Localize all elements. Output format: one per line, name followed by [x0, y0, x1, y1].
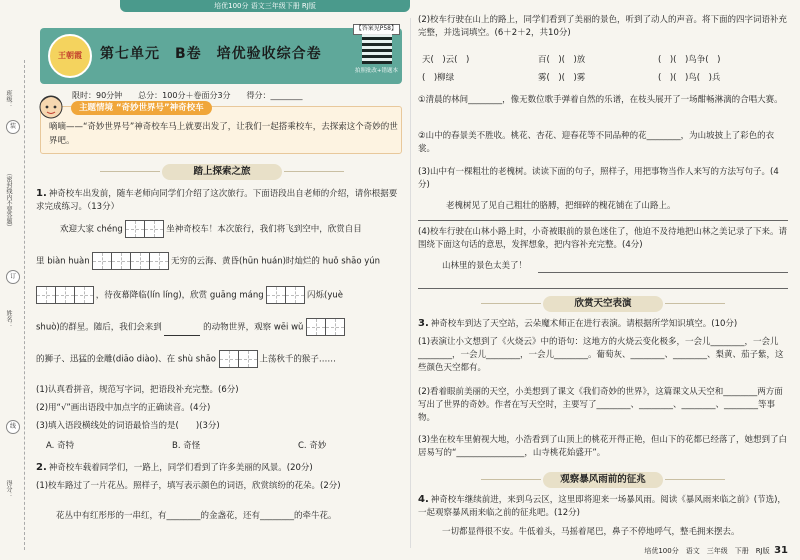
question-stem: 神奇校车继续前进，来到乌云区，这里即将迎来一场暴风雨。阅读《暴风雨来临之前》(节选)，一起观察暴风雨来临之前的征兆吧。(12分) [418, 495, 786, 518]
class-label: 班级： [5, 90, 12, 108]
idiom-3[interactable]: ( )( )鸟争( ) [658, 55, 721, 65]
question-stem: 神奇校车载着同学们，一路上，同学们看到了许多美丽的风景。(20分) [48, 463, 313, 473]
theme-box [40, 103, 402, 154]
right-column [418, 14, 790, 554]
q2-sub-1-line[interactable]: 花丛中有红彤彤的一串红，有________的金盏花，还有________的牵牛花。 [56, 511, 337, 521]
pinyin-grid-cell[interactable] [92, 252, 112, 270]
pinyin-grid-cell[interactable] [266, 286, 286, 304]
student-mascot-icon [37, 93, 65, 123]
theme-tag: 主题情境 “奇妙世界号”神奇校车 [71, 101, 212, 115]
option-a[interactable]: A. 奇特 [46, 441, 75, 451]
pinyin-grid-cell[interactable] [149, 252, 169, 270]
pinyin-grid-cell[interactable] [285, 286, 305, 304]
q3-sub-3[interactable]: (3)坐在校车里俯视大地，小浩看到了山顶上的桃花开得正艳，但山下的花都已经落了，她想到了白居易写的“________________，山寺桃花始盛开”。 [418, 435, 788, 458]
pinyin-grid-cell[interactable] [238, 350, 258, 368]
option-c[interactable]: C. 奇妙 [298, 441, 327, 451]
binding-margin [0, 60, 26, 540]
pinyin-grid-cell[interactable] [130, 252, 150, 270]
pinyin-grid-cell[interactable] [306, 318, 326, 336]
passage-line-5 [36, 350, 400, 368]
seal-note: （密封线内不要答题） [5, 170, 12, 230]
question-stem: 神奇校车到达了天空站，云朵魔术师正在进行表演。请根据所学知识填空。(10分) [430, 319, 738, 329]
score-label: 得分： [5, 480, 12, 498]
binding-hole-3: 线 [6, 420, 20, 434]
question-3 [418, 316, 788, 331]
pinyin-grid-cell[interactable] [125, 220, 145, 238]
binding-hole-1: 装 [6, 120, 20, 134]
pinyin-grid-cell[interactable] [55, 286, 75, 304]
fill-blank[interactable] [164, 326, 200, 336]
passage-line-4 [36, 318, 400, 336]
answer-reference: 【答案见P58】 [353, 24, 400, 35]
q2-sub-4-prompt: 山林里的景色太美了！ [442, 261, 528, 271]
question-4 [418, 492, 788, 520]
reading-passage: 一切都显得很不安。牛低着头，马摇着尾巴，鼻子不停地呼气，整毛拥来摆去。 [442, 527, 740, 537]
binding-hole-2: 订 [6, 270, 20, 284]
brand-logo: 王朝霞 [48, 34, 92, 78]
question-number: 3. [418, 318, 429, 329]
idiom-6[interactable]: ( )( )鸟( )兵 [658, 73, 721, 83]
pinyin-grid-cell[interactable] [111, 252, 131, 270]
pinyin-grid-cell[interactable] [325, 318, 345, 336]
qr-code-icon[interactable] [362, 34, 392, 64]
passage-line-3 [36, 286, 400, 304]
idiom-1[interactable]: 天( )云( ) [422, 55, 470, 65]
passage-text: ，待夜幕降临(lín líng)，欣赏 guāng máng [95, 290, 264, 301]
q1-sub-3: (3)填入语段横线处的词语最恰当的是( )(3分) [36, 421, 220, 431]
name-label: 姓名： [5, 310, 12, 328]
page-number: 31 [774, 545, 788, 556]
section-title-storm: 观察暴风雨前的征兆 [543, 472, 663, 488]
question-number: 1. [36, 188, 47, 199]
theme-text: 嘀嘀——“奇妙世界号”神奇校车马上就要出发了，让我们一起搭乘校车，去探索这个奇妙的世界吧。 [49, 122, 398, 146]
question-number: 4. [418, 494, 429, 505]
pinyin-grid-cell[interactable] [219, 350, 239, 368]
exam-meta: 限时：90分钟 总分：100分＋卷面分3分 得分：________ [72, 91, 303, 100]
seal-dashed-line [24, 60, 25, 550]
question-number: 2. [36, 462, 47, 473]
section-title-sky: 欣赏天空表演 [543, 296, 663, 312]
qr-caption: 拍照批改+错题本 [354, 68, 398, 74]
answer-line[interactable] [418, 220, 788, 221]
question-1 [36, 186, 400, 214]
pinyin-grid-cell[interactable] [74, 286, 94, 304]
idiom-4[interactable]: ( )柳绿 [422, 73, 455, 83]
q2-sub-3: (3)山中有一棵粗壮的老槐树。读读下面的句子，照样子，用把事物当作人来写的方法写句子。(4分) [418, 167, 779, 190]
top-banner: 培优100分 语文三年级下册 RJ版 [120, 0, 410, 12]
passage-text: 坐神奇校车！本次旅行，我们将飞到空中，欣赏自目 [166, 224, 362, 235]
idiom-2[interactable]: 百( )( )放 [538, 55, 586, 65]
passage-text: 无穷的云海、黄昏(hūn huán)时灿烂的 huǒ shāo yún [171, 256, 381, 267]
option-b[interactable]: B. 奇怪 [172, 441, 201, 451]
pinyin-grid-cell[interactable] [36, 286, 56, 304]
passage-text: 上荡秋千的猴子…… [259, 354, 336, 365]
passage-text: shuò)的群星。随后，我们会来到 [36, 322, 162, 333]
page-title: 第七单元 B卷 培优验收综合卷 [100, 46, 322, 62]
q2-sub-4: (4)校车行驶在山林小路上时，小奇被眼前的景色迷住了，他迫不及待地把山林之美记录了下来。请围绕下面这句话的意思，发挥想象，把内容补充完整。(4分) [418, 227, 788, 250]
passage-text: 欢迎大家 chéng [60, 224, 123, 235]
q3-sub-1[interactable]: (1)表演让小文想到了《火烧云》中的语句：这地方的火烧云变化极多，一会儿________，一会儿________，一会儿________，一会儿________。葡萄灰、________、________、梨黄、茄子紫，这些颜色天空都有。 [418, 337, 784, 373]
question-stem: 神奇校车出发前，随车老师向同学们介绍了这次旅行。下面语段出自老师的介绍，请你根据要求完成练习。（13分） [36, 189, 398, 212]
column-divider [410, 18, 411, 548]
answer-line[interactable] [418, 288, 788, 289]
q2-sub-2: (2)校车行驶在山上的路上，同学们看到了美丽的景色，听到了动人的声音。将下面的四字词语补充完整，并选词填空。(6＋2＋2，共10分) [418, 15, 788, 38]
fill-sentence-1[interactable]: ①清晨的林间________，像无数位歌手弹着自然的乐谱，在枝头展开了一场酣畅淋漓的合唱大赛。 [418, 95, 783, 105]
fill-sentence-2[interactable]: ②山中的春景美不胜收。桃花、杏花、迎春花等不同品种的花________，为山坡披上了彩色的衣裳。 [418, 131, 775, 154]
answer-line[interactable] [538, 272, 788, 273]
passage-line-2 [36, 252, 400, 270]
passage-text: 闪烁(yuè [307, 290, 343, 301]
idiom-5[interactable]: 雾( )( )雾 [538, 73, 586, 83]
left-column [32, 14, 404, 554]
q2-sub-1: (1)校车路过了一片花丛。照样子，填写表示颜色的词语，欣赏缤纷的花朵。(2分) [36, 481, 341, 491]
footer-text: 培优100分 语文 三年级 下册 RJ版 [644, 547, 770, 555]
q3-sub-2[interactable]: (2)看着眼前美丽的天空，小美想到了课文《我们奇妙的世界》，这篇课文从天空和________两方面写出了世界的奇妙。作者在写天空时，主要写了________、________、________、________等事物。 [418, 387, 783, 423]
example-sentence: 老槐树见了见自己粗壮的胳膊，把细碎的槐花铺在了山路上。 [446, 201, 676, 211]
page-footer [644, 545, 788, 556]
passage-text: 的狮子、迅猛的金雕(diāo diào)、在 shù shāo [36, 354, 216, 365]
passage-text: 里 biàn huàn [36, 256, 90, 267]
q1-sub-2: (2)用“√”画出语段中加点字的正确读音。(4分) [36, 403, 211, 413]
question-2 [36, 460, 400, 475]
q1-sub-1: (1)认真看拼音，规范写字词，把语段补充完整。(6分) [36, 385, 239, 395]
passage-line-1 [60, 220, 400, 238]
pinyin-grid-cell[interactable] [144, 220, 164, 238]
passage-text: 的动物世界，观察 wēi wǔ [203, 322, 304, 333]
header-band [40, 25, 402, 84]
section-title-explore: 踏上探索之旅 [162, 164, 282, 180]
